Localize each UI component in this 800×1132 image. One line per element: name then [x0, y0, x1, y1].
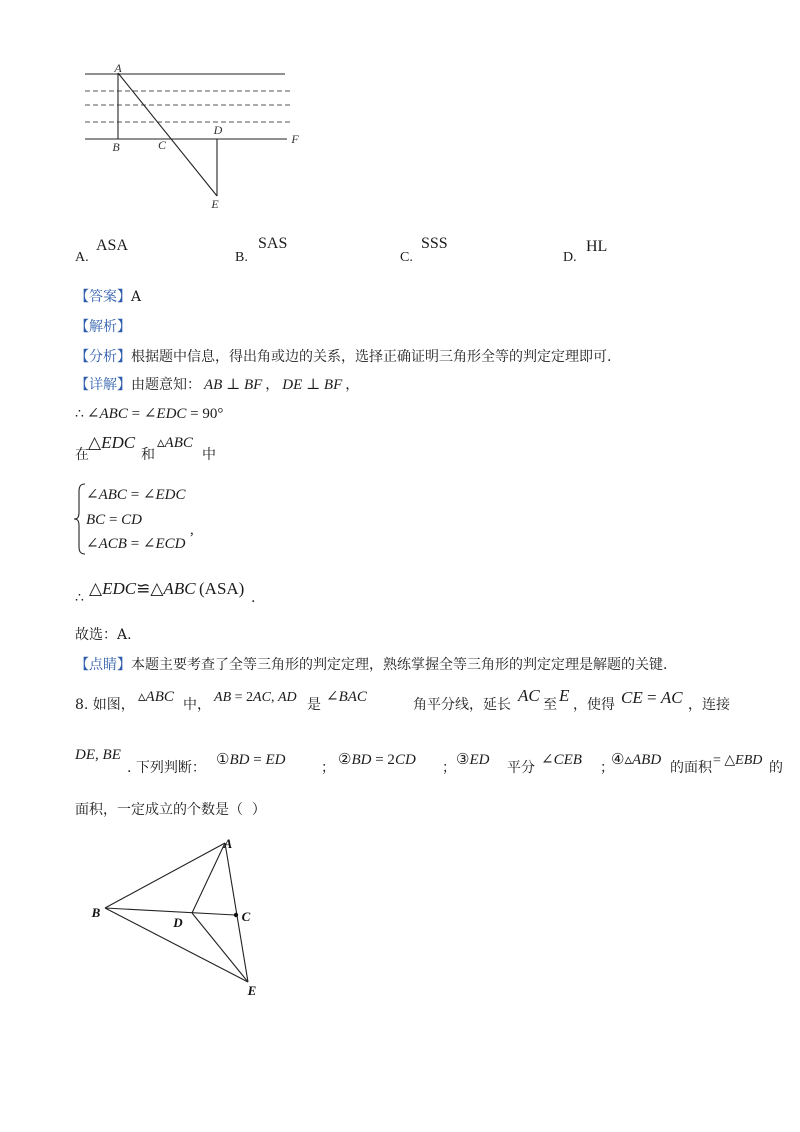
fenxi-text: 根据题中信息，得出角或边的关系，选择正确证明三角形全等的判定定理即可. — [131, 349, 612, 365]
q8-ab-condition: AB = 2AC, AD — [214, 690, 297, 705]
perpendicular-de-bf: DE ⊥ BF — [282, 377, 343, 393]
q8-zhi: 至 — [543, 697, 557, 713]
q8-shi: 是 — [307, 697, 321, 713]
option-d-value: HL — [586, 238, 608, 255]
answer-value: A — [131, 289, 142, 305]
segment-ab — [105, 843, 225, 908]
xiangjie-line — [75, 376, 359, 394]
step2-zai: 在 — [75, 447, 89, 463]
conclusion-period: . — [251, 590, 256, 606]
q8-segment-ac: AC — [518, 686, 540, 705]
equation-system-brace — [72, 482, 86, 556]
q8-semicolon-1: ； — [321, 760, 335, 776]
segment-de — [192, 913, 248, 982]
q8-bisector-text: 角平分线，延长 — [413, 697, 511, 713]
q8-pingfen: 平分 — [507, 760, 535, 776]
dianjing-line — [75, 657, 667, 673]
q8-mianji: 的面积 — [670, 760, 712, 776]
segment-bc — [105, 908, 235, 915]
fenxi-line — [75, 349, 611, 365]
dianjing-tag: 【点睛】 — [75, 657, 131, 673]
figure-1-diagram — [75, 55, 315, 215]
choice-line: 故选：A. — [75, 627, 132, 643]
label-d: D — [173, 915, 183, 930]
xiangjie-tag: 【详解】 — [75, 377, 131, 393]
label-b: B — [112, 140, 120, 154]
q8-panduan: . 下列判断： — [127, 760, 206, 776]
right-angle-equation: ∠ABC = ∠EDC = 90° — [86, 406, 224, 422]
q8-statement-4: ④▵ABD — [611, 752, 662, 768]
label-b: B — [91, 905, 101, 920]
option-a-value: ASA — [96, 237, 129, 254]
xiangjie-end: ， — [345, 377, 360, 393]
q8-de: 的 — [769, 760, 783, 776]
label-e: E — [211, 197, 219, 211]
q8-segments-de-be: DE, BE — [75, 747, 121, 763]
congruence-reason: (ASA) — [199, 579, 245, 598]
label-c: C — [241, 909, 251, 924]
figure-2-triangle-diagram — [80, 830, 280, 1005]
triangle-abc: ▵ABC — [157, 435, 193, 451]
option-b-value: SAS — [258, 235, 288, 252]
congruence-statement: △EDC≌△ABC — [89, 579, 196, 598]
label-a: A — [114, 61, 122, 75]
q8-angle-bac: ∠BAC — [326, 689, 367, 705]
step2-zhong: 中 — [202, 447, 216, 463]
analysis-tag: 【解析】 — [75, 319, 131, 335]
q8-angle-ceb: ∠CEB — [541, 752, 582, 768]
system-row-1: ∠ABC = ∠EDC — [86, 487, 186, 503]
step2-he: 和 — [141, 447, 155, 463]
q8-ce-equals-ac: CE = AC — [621, 688, 683, 707]
q8-question-end: 面积，一定成立的个数是（ ） — [75, 802, 266, 818]
q8-point-e: E — [559, 686, 570, 705]
answer-tag: 【答案】 — [75, 289, 131, 305]
conclusion-therefore: ∴ — [75, 590, 84, 606]
q8-triangle-abc: ▵ABC — [138, 689, 174, 705]
q8-lianjie: ，连接 — [688, 697, 730, 713]
point-c-dot — [234, 913, 238, 917]
q8-area-ebd: = △EBD — [713, 753, 763, 768]
label-a: A — [223, 836, 233, 851]
system-row-3: ∠ACB = ∠ECD — [86, 536, 186, 552]
option-b-letter: B. — [235, 250, 248, 265]
label-e: E — [247, 983, 257, 998]
q8-shide: ，使得 — [573, 697, 615, 713]
therefore-symbol: ∴ — [75, 406, 84, 422]
option-a-letter: A. — [75, 250, 89, 265]
triangle-edc: △EDC — [88, 433, 136, 452]
option-c-value: SSS — [421, 235, 448, 252]
perpendicular-ab-bf: AB ⊥ BF — [204, 377, 263, 393]
system-comma: , — [190, 522, 194, 538]
q8-statement-3: ③ED — [456, 752, 490, 768]
xiangjie-intro: 由题意知： — [131, 377, 201, 393]
step1-line — [75, 405, 226, 423]
segment-ad — [192, 843, 225, 913]
option-c-letter: C. — [400, 250, 413, 265]
label-d: D — [213, 123, 223, 137]
label-f: F — [291, 132, 299, 146]
answer-line — [75, 289, 141, 305]
dianjing-text: 本题主要考查了全等三角形的判定定理，熟练掌握全等三角形的判定定理是解题的关键. — [131, 657, 668, 673]
q8-number: 8. 如图， — [75, 697, 135, 713]
q8-semicolon-3: ； — [600, 760, 614, 776]
analysis-line — [75, 319, 131, 335]
xiangjie-sep: ， — [265, 377, 280, 393]
q8-statement-1: ①BD = ED — [216, 752, 286, 768]
q8-semicolon-2: ； — [442, 760, 456, 776]
fenxi-tag: 【分析】 — [75, 349, 131, 365]
q8-statement-2: ②BD = 2CD — [338, 752, 416, 768]
q8-zhong: 中， — [183, 697, 211, 713]
system-row-2: BC = CD — [86, 512, 143, 528]
option-d-letter: D. — [563, 250, 577, 265]
label-c: C — [157, 138, 167, 152]
